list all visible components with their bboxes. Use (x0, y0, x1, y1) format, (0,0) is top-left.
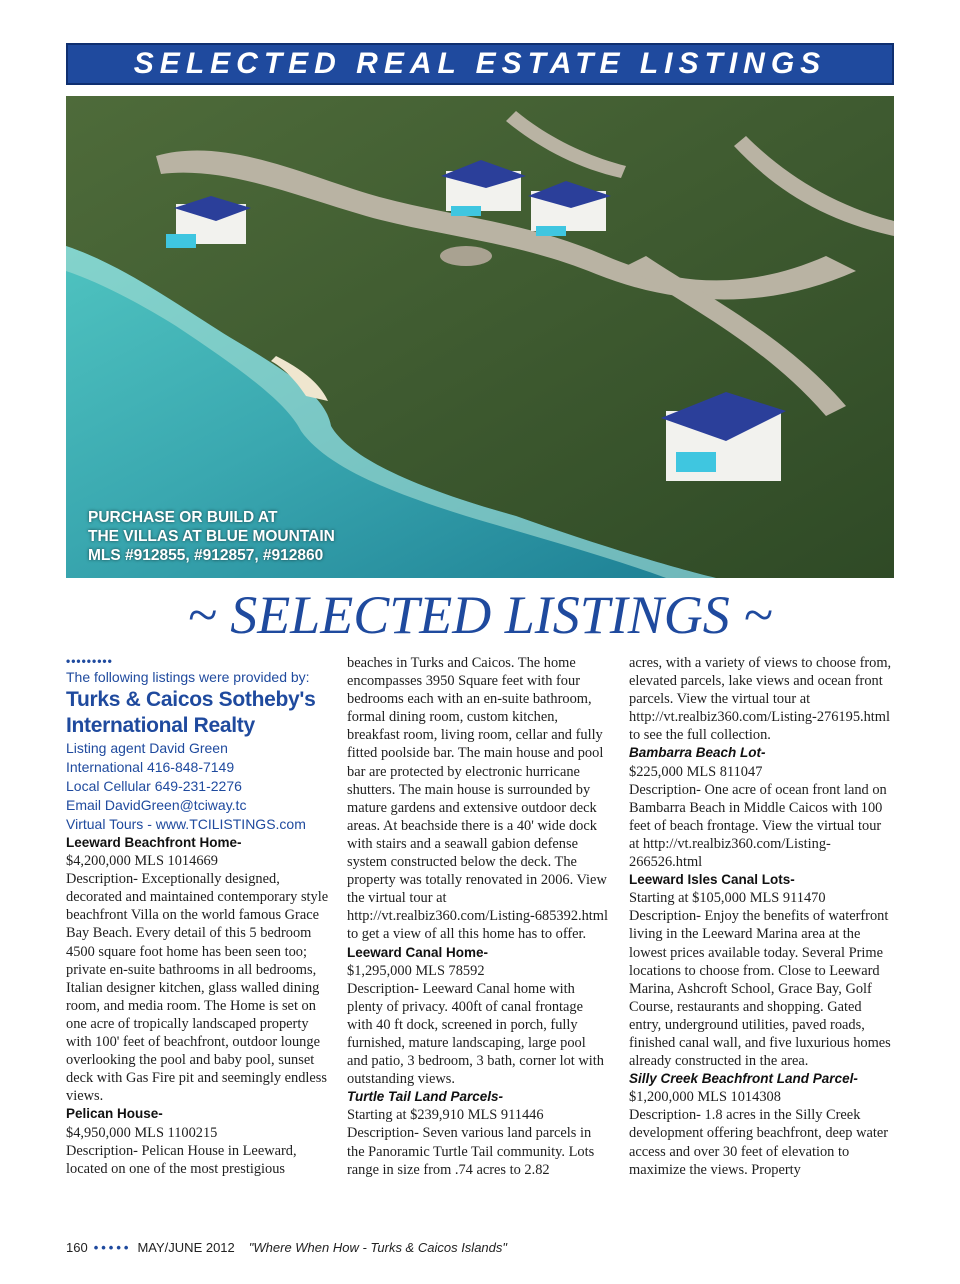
listing-description: acres, with a variety of views to choose from, elevated parcels, lake views and ocean front parcels. View the virtual tour at http://vt.realbiz360.com/Listing-276195.html to see the full collection. (629, 655, 892, 744)
provided-by: The following listings were provided by: (66, 669, 310, 685)
listing-description: Description- 1.8 acres in the Silly Creek development offering beachfront, deep water access and over 30 feet of elevation to maximize the views. Property (629, 1107, 889, 1178)
caption-line: PURCHASE OR BUILD AT (88, 509, 278, 526)
international-phone: International 416-848-7149 (66, 759, 235, 775)
listing-title: Leeward Canal Home- (347, 944, 489, 960)
agency-name: Turks & Caicos Sotheby's (66, 688, 316, 711)
listing-title: Silly Creek Beachfront Land Parcel- (629, 1071, 858, 1087)
page-footer (66, 1240, 507, 1255)
aerial-photo-illustration (66, 96, 894, 578)
caption-line: MLS #912855, #912857, #912860 (88, 547, 324, 564)
listing-description: Description- Seven various land parcels in the Panoramic Turtle Tail community. Lots range in size from .74 acres to 2.82 (347, 1125, 595, 1178)
footer-dots: ••••• (93, 1240, 132, 1255)
listing-price: $225,000 MLS 811047 (629, 763, 763, 780)
agency-name: International Realty (66, 714, 255, 737)
listing-title: Leeward Isles Canal Lots- (629, 872, 795, 888)
listing-price: $1,200,000 MLS 1014308 (629, 1089, 781, 1106)
listing-title: Bambarra Beach Lot- (629, 745, 766, 761)
listing-description: Description- Exceptionally designed, decorated and maintained contemporary style beachfront Villa on the world famous Grace Bay Beach. Every detail of this 5 bedroom 4500 square foot home has been seen too; private en-suite bathrooms in all bedrooms, Italian designer kitchen, glass walled dining room, and media room. The Home is set on one acre of tropically landscaped property with 100' feet of beachfront, outdoor lounge overlooking the pool and baby pool, sunset deck with Gas Fire pit and seemingly endless views. (66, 871, 329, 1105)
caption-line: THE VILLAS AT BLUE MOUNTAIN (88, 528, 335, 545)
aerial-photo (66, 96, 894, 578)
listing-description: Description- One acre of ocean front land on Bambarra Beach in Middle Caicos with 100 feet of beach frontage. View the virtual tour at http://vt.realbiz360.com/Listing-266526.html (629, 781, 887, 871)
listing-price: $4,950,000 MLS 1100215 (66, 1124, 218, 1141)
banner-title: SELECTED REAL ESTATE LISTINGS (133, 47, 827, 80)
decorative-dots: ••••••••• (66, 654, 113, 668)
column-1 (66, 654, 336, 1178)
listing-description: beaches in Turks and Caicos. The home encompasses 3950 Square feet with four bedrooms each with an en-suite bathroom, formal dining room, custom kitchen, breakfast room, living room, cellar and fully fitted poolside bar. The main house and pool bar are protected by electronic hurricane shutters. The main house is surrounded by mature gardens and extensive outdoor deck areas. At beachside there is a 40' wide dock with stairs and a seawall gabion defense system constructed below the deck. The property was totally renovated in 2006. View the virtual tour at http://vt.realbiz360.com/Listing-685392.html to get a view of all this home has to offer. (347, 655, 608, 943)
issue-date: MAY/JUNE 2012 (137, 1240, 235, 1255)
virtual-tours: Virtual Tours - www.TCILISTINGS.com (66, 816, 306, 832)
section-title: ~ SELECTED LISTINGS ~ (187, 585, 773, 645)
listing-price: Starting at $239,910 MLS 911446 (347, 1107, 544, 1124)
listing-agent: Listing agent David Green (66, 740, 228, 756)
listing-description: Description- Pelican House in Leeward, located on one of the most prestigious (66, 1142, 297, 1177)
listing-description: Description- Enjoy the benefits of waterfront living in the Leeward Marina area at the lowest prices available today. Several Prime locations to choose from. Close to Leeward Marina, Ashcroft School, Grace Bay, Golf Course, restaurants and shopping. Gated entry, underground utilities, paved roads, finished canal wall, and five luxurious homes already constructed in the area. (629, 908, 891, 1070)
section-banner (66, 43, 894, 85)
listing-title: Turtle Tail Land Parcels- (347, 1089, 504, 1105)
listing-description: Description- Leeward Canal home with plenty of privacy. 400ft of canal frontage with 40 ft dock, screened in porch, fully furnished, mature landscaping, large pool and patio, 3 bedroom, 3 bath, corner lot with outstanding views. (347, 980, 604, 1088)
listing-title: Pelican House- (66, 1106, 163, 1122)
local-phone: Local Cellular 649-231-2276 (66, 778, 242, 794)
listing-price: $4,200,000 MLS 1014669 (66, 853, 218, 870)
column-2 (347, 654, 609, 1179)
photo-caption (88, 508, 335, 565)
publication-name: "Where When How - Turks & Caicos Islands" (248, 1240, 507, 1255)
listing-price: $1,295,000 MLS 78592 (347, 962, 485, 979)
listing-price: Starting at $105,000 MLS 911470 (629, 890, 826, 907)
column-3 (629, 654, 894, 1179)
page-number: 160 (66, 1240, 88, 1255)
listing-title: Leeward Beachfront Home- (66, 835, 242, 850)
email: Email DavidGreen@tciway.tc (66, 797, 247, 813)
